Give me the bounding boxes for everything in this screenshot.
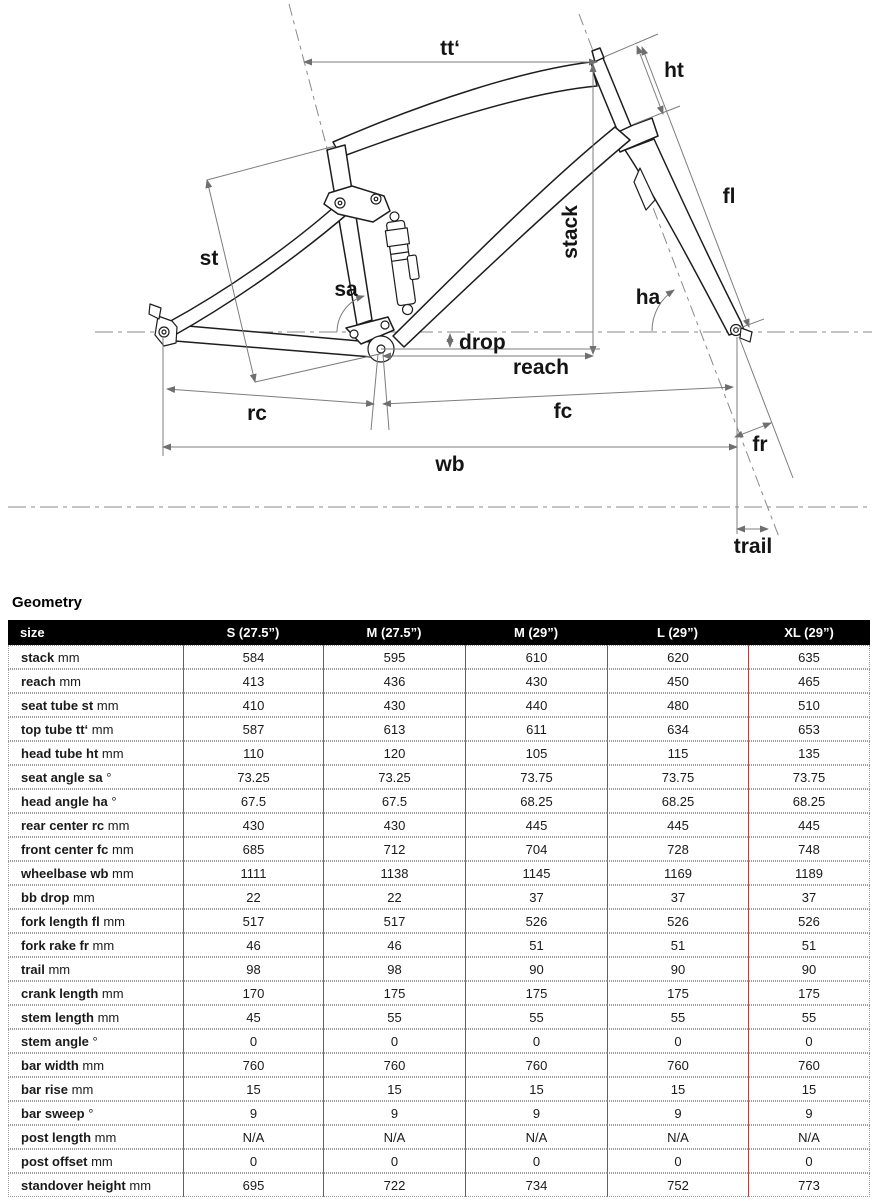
value-cell: 1145 (465, 861, 607, 885)
value-cell: 98 (323, 957, 465, 981)
ht-extension-bottom (634, 106, 680, 124)
value-cell: 37 (465, 885, 607, 909)
row-label: head tube ht mm (8, 741, 183, 765)
value-cell: 685 (183, 837, 323, 861)
label-sa: sa (334, 278, 358, 301)
value-cell: N/A (183, 1125, 323, 1149)
value-cell: 73.75 (465, 765, 607, 789)
row-label: bar rise mm (8, 1077, 183, 1101)
value-cell: 748 (748, 837, 870, 861)
header-row (8, 620, 870, 645)
value-cell: 722 (323, 1173, 465, 1197)
label-fr: fr (752, 433, 768, 456)
table-row (8, 909, 870, 933)
bb-extension-right (383, 354, 389, 430)
label-rc: rc (247, 402, 267, 425)
value-cell: 9 (323, 1101, 465, 1125)
table-row (8, 741, 870, 765)
value-cell: 445 (607, 813, 748, 837)
value-cell: 22 (323, 885, 465, 909)
value-cell: 105 (465, 741, 607, 765)
value-cell: 734 (465, 1173, 607, 1197)
row-label: bar width mm (8, 1053, 183, 1077)
row-label: seat tube st mm (8, 693, 183, 717)
value-cell: 653 (748, 717, 870, 741)
value-cell: 430 (323, 693, 465, 717)
value-cell: 526 (607, 909, 748, 933)
value-cell: 51 (748, 933, 870, 957)
row-label: bar sweep ° (8, 1101, 183, 1125)
down-tube (393, 127, 630, 347)
value-cell: 175 (465, 981, 607, 1005)
value-cell: 0 (183, 1149, 323, 1173)
row-label: crank length mm (8, 981, 183, 1005)
value-cell: 635 (748, 645, 870, 669)
table-title: Geometry (12, 594, 83, 611)
value-cell: 760 (748, 1053, 870, 1077)
value-cell: 0 (323, 1029, 465, 1053)
value-cell: 9 (748, 1101, 870, 1125)
table-row (8, 957, 870, 981)
value-cell: 413 (183, 669, 323, 693)
row-label: top tube tt‘ mm (8, 717, 183, 741)
value-cell: 37 (748, 885, 870, 909)
dimension-labels (200, 37, 773, 558)
value-cell: N/A (748, 1125, 870, 1149)
rear-axle-center (162, 330, 166, 334)
ht-extension-top (604, 34, 658, 57)
value-cell: 1189 (748, 861, 870, 885)
value-cell: 98 (183, 957, 323, 981)
row-label: front center fc mm (8, 837, 183, 861)
value-cell: 0 (748, 1149, 870, 1173)
row-label: trail mm (8, 957, 183, 981)
value-cell: 9 (607, 1101, 748, 1125)
value-cell: 760 (323, 1053, 465, 1077)
table-row (8, 717, 870, 741)
value-cell: 15 (607, 1077, 748, 1101)
value-cell: 73.75 (607, 765, 748, 789)
value-cell: 170 (183, 981, 323, 1005)
rocker-pivot-b-center (374, 197, 378, 201)
value-cell: 450 (607, 669, 748, 693)
row-label: stem angle ° (8, 1029, 183, 1053)
value-cell: 51 (465, 933, 607, 957)
value-cell: 9 (183, 1101, 323, 1125)
row-label: stem length mm (8, 1005, 183, 1029)
ht-dimension-line (637, 46, 663, 114)
value-cell: 46 (323, 933, 465, 957)
table-row (8, 1101, 870, 1125)
value-cell: 73.75 (748, 765, 870, 789)
label-fl: fl (722, 185, 736, 208)
row-label: rear center rc mm (8, 813, 183, 837)
value-cell: 15 (323, 1077, 465, 1101)
table-row (8, 861, 870, 885)
row-label: reach mm (8, 669, 183, 693)
value-cell: 51 (607, 933, 748, 957)
table-row (8, 1053, 870, 1077)
table-row (8, 693, 870, 717)
row-label: stack mm (8, 645, 183, 669)
value-cell: 0 (465, 1029, 607, 1053)
value-cell: 90 (607, 957, 748, 981)
row-label: seat angle sa ° (8, 765, 183, 789)
table-row (8, 1029, 870, 1053)
value-cell: 15 (183, 1077, 323, 1101)
table-row (8, 1005, 870, 1029)
table-row (8, 837, 870, 861)
value-cell: 0 (748, 1029, 870, 1053)
value-cell: 0 (607, 1029, 748, 1053)
row-label: post offset mm (8, 1149, 183, 1173)
column-header: XL (29”) (748, 620, 870, 645)
value-cell: 15 (748, 1077, 870, 1101)
label-trail: trail (733, 535, 773, 558)
table-row (8, 1173, 870, 1197)
value-cell: 584 (183, 645, 323, 669)
value-cell: 465 (748, 669, 870, 693)
row-label: fork length fl mm (8, 909, 183, 933)
value-cell: 587 (183, 717, 323, 741)
lower-pivot-a (350, 330, 358, 338)
value-cell: 37 (607, 885, 748, 909)
value-cell: 728 (607, 837, 748, 861)
value-cell: 620 (607, 645, 748, 669)
geometry-table-body (8, 645, 870, 1197)
value-cell: 526 (748, 909, 870, 933)
value-cell: 0 (323, 1149, 465, 1173)
value-cell: 22 (183, 885, 323, 909)
column-header: S (27.5”) (183, 620, 323, 645)
value-cell: 68.25 (607, 789, 748, 813)
st-extension-top (207, 146, 335, 180)
value-cell: 73.25 (183, 765, 323, 789)
row-label: post length mm (8, 1125, 183, 1149)
label-ht: ht (664, 59, 684, 82)
value-cell: 115 (607, 741, 748, 765)
value-cell: 610 (465, 645, 607, 669)
value-cell: 480 (607, 693, 748, 717)
lower-pivot-b (381, 321, 389, 329)
value-cell: 120 (323, 741, 465, 765)
column-header: M (27.5”) (323, 620, 465, 645)
value-cell: 440 (465, 693, 607, 717)
value-cell: 752 (607, 1173, 748, 1197)
rear-brake-tab (149, 304, 161, 319)
value-cell: 773 (748, 1173, 870, 1197)
value-cell: 613 (323, 717, 465, 741)
row-label: fork rake fr mm (8, 933, 183, 957)
value-cell: 46 (183, 933, 323, 957)
value-cell: N/A (323, 1125, 465, 1149)
value-cell: 634 (607, 717, 748, 741)
value-cell: 695 (183, 1173, 323, 1197)
front-axle-end (740, 328, 752, 342)
table-row (8, 933, 870, 957)
table-row (8, 813, 870, 837)
value-cell: 595 (323, 645, 465, 669)
value-cell: 430 (183, 813, 323, 837)
value-cell: 430 (465, 669, 607, 693)
seat-stay (167, 199, 352, 336)
value-cell: 445 (465, 813, 607, 837)
value-cell: 110 (183, 741, 323, 765)
value-cell: 526 (465, 909, 607, 933)
value-cell: N/A (607, 1125, 748, 1149)
value-cell: 0 (183, 1029, 323, 1053)
label-st: st (199, 247, 219, 270)
value-cell: 55 (607, 1005, 748, 1029)
value-cell: N/A (465, 1125, 607, 1149)
table-row (8, 1125, 870, 1149)
table-row (8, 885, 870, 909)
table-row (8, 1149, 870, 1173)
table-row (8, 789, 870, 813)
rc-dimension-line (167, 389, 374, 404)
geometry-diagram (0, 0, 878, 578)
value-cell: 175 (607, 981, 748, 1005)
value-cell: 1111 (183, 861, 323, 885)
value-cell: 517 (183, 909, 323, 933)
value-cell: 67.5 (183, 789, 323, 813)
value-cell: 510 (748, 693, 870, 717)
value-cell: 712 (323, 837, 465, 861)
value-cell: 67.5 (323, 789, 465, 813)
value-cell: 760 (183, 1053, 323, 1077)
st-extension-bottom (255, 353, 384, 382)
table-row (8, 765, 870, 789)
table-row (8, 669, 870, 693)
bb-extension-left (371, 354, 378, 430)
value-cell: 445 (748, 813, 870, 837)
value-cell: 1169 (607, 861, 748, 885)
label-ha: ha (635, 286, 661, 309)
label-stack: stack (559, 205, 582, 259)
value-cell: 175 (748, 981, 870, 1005)
column-header: L (29”) (607, 620, 748, 645)
label-drop: drop (459, 331, 506, 354)
head-tube (590, 58, 631, 132)
value-cell: 55 (465, 1005, 607, 1029)
value-cell: 175 (323, 981, 465, 1005)
rocker-pivot-a-center (338, 201, 342, 205)
value-cell: 410 (183, 693, 323, 717)
value-cell: 73.25 (323, 765, 465, 789)
value-cell: 9 (465, 1101, 607, 1125)
table-row (8, 645, 870, 669)
value-cell: 760 (465, 1053, 607, 1077)
rear-shock (383, 210, 424, 316)
value-cell: 15 (465, 1077, 607, 1101)
row-label: standover height mm (8, 1173, 183, 1197)
column-header-size: size (8, 620, 183, 645)
table-row (8, 1077, 870, 1101)
value-cell: 704 (465, 837, 607, 861)
value-cell: 68.25 (748, 789, 870, 813)
value-cell: 68.25 (465, 789, 607, 813)
value-cell: 760 (607, 1053, 748, 1077)
value-cell: 436 (323, 669, 465, 693)
value-cell: 0 (465, 1149, 607, 1173)
value-cell: 517 (323, 909, 465, 933)
label-tt: tt‘ (440, 37, 460, 60)
chainstay (175, 325, 372, 357)
geometry-table (8, 620, 870, 1197)
value-cell: 90 (748, 957, 870, 981)
label-fc: fc (553, 400, 573, 423)
fork-offset-line (739, 337, 793, 478)
value-cell: 45 (183, 1005, 323, 1029)
row-label: wheelbase wb mm (8, 861, 183, 885)
label-wb: wb (435, 453, 465, 476)
value-cell: 90 (465, 957, 607, 981)
value-cell: 135 (748, 741, 870, 765)
value-cell: 55 (323, 1005, 465, 1029)
row-label: head angle ha ° (8, 789, 183, 813)
top-tube (333, 62, 597, 157)
label-reach: reach (512, 356, 570, 379)
value-cell: 0 (607, 1149, 748, 1173)
value-cell: 55 (748, 1005, 870, 1029)
value-cell: 1138 (323, 861, 465, 885)
table-row (8, 981, 870, 1005)
value-cell: 430 (323, 813, 465, 837)
column-header: M (29”) (465, 620, 607, 645)
value-cell: 611 (465, 717, 607, 741)
row-label: bb drop mm (8, 885, 183, 909)
